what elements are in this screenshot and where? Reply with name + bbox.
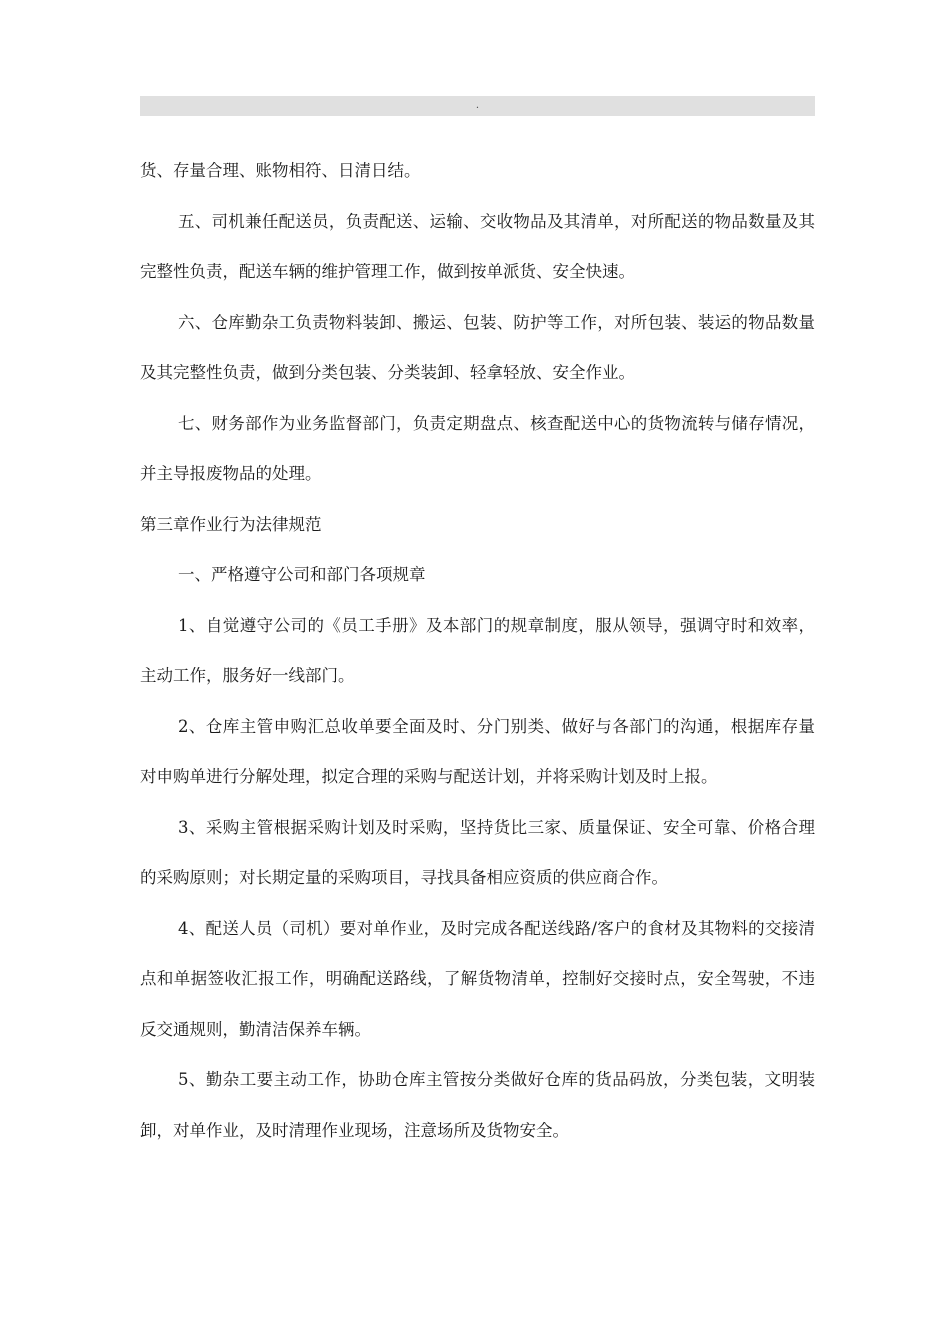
page-header-bar bbox=[140, 96, 815, 116]
paragraph: 3、采购主管根据采购计划及时采购，坚持货比三家、质量保证、安全可靠、价格合理的采购原则；对长期定量的采购项目，寻找具备相应资质的供应商合作。 bbox=[140, 817, 815, 887]
paragraph: 七、财务部作为业务监督部门，负责定期盘点、核查配送中心的货物流转与储存情况，并主导报废物品的处理。 bbox=[140, 413, 815, 483]
paragraph: 5、勤杂工要主动工作，协助仓库主管按分类做好仓库的货品码放，分类包装，文明装卸，对单作业，及时清理作业现场，注意场所及货物安全。 bbox=[140, 1070, 815, 1140]
paragraph: 货、存量合理、账物相符、日清日结。 bbox=[140, 161, 421, 180]
document-body bbox=[140, 146, 815, 1156]
paragraph: 五、司机兼任配送员，负责配送、运输、交收物品及其清单，对所配送的物品数量及其完整性负责，配送车辆的维护管理工作，做到按单派货、安全快速。 bbox=[140, 211, 815, 281]
chapter-heading: 第三章作业行为法律规范 bbox=[140, 514, 322, 534]
paragraph: 1、自觉遵守公司的《员工手册》及本部门的规章制度，服从领导，强调守时和效率，主动工作，服务好一线部门。 bbox=[140, 615, 815, 685]
paragraph: 4、配送人员（司机）要对单作业，及时完成各配送线路/客户的食材及其物料的交接清点和单据签收汇报工作，明确配送路线，了解货物清单，控制好交接时点，安全驾驶，不违反交通规则，勤清洁保养车辆。 bbox=[140, 918, 815, 1039]
paragraph: 六、仓库勤杂工负责物料装卸、搬运、包装、防护等工作，对所包装、装运的物品数量及其完整性负责，做到分类包装、分类装卸、轻拿轻放、安全作业。 bbox=[140, 312, 815, 382]
paragraph: 2、仓库主管申购汇总收单要全面及时、分门别类、做好与各部门的沟通，根据库存量对申购单进行分解处理，拟定合理的采购与配送计划，并将采购计划及时上报。 bbox=[140, 716, 815, 786]
header-mark: . bbox=[475, 100, 480, 111]
section-heading: 一、严格遵守公司和部门各项规章 bbox=[178, 565, 426, 584]
